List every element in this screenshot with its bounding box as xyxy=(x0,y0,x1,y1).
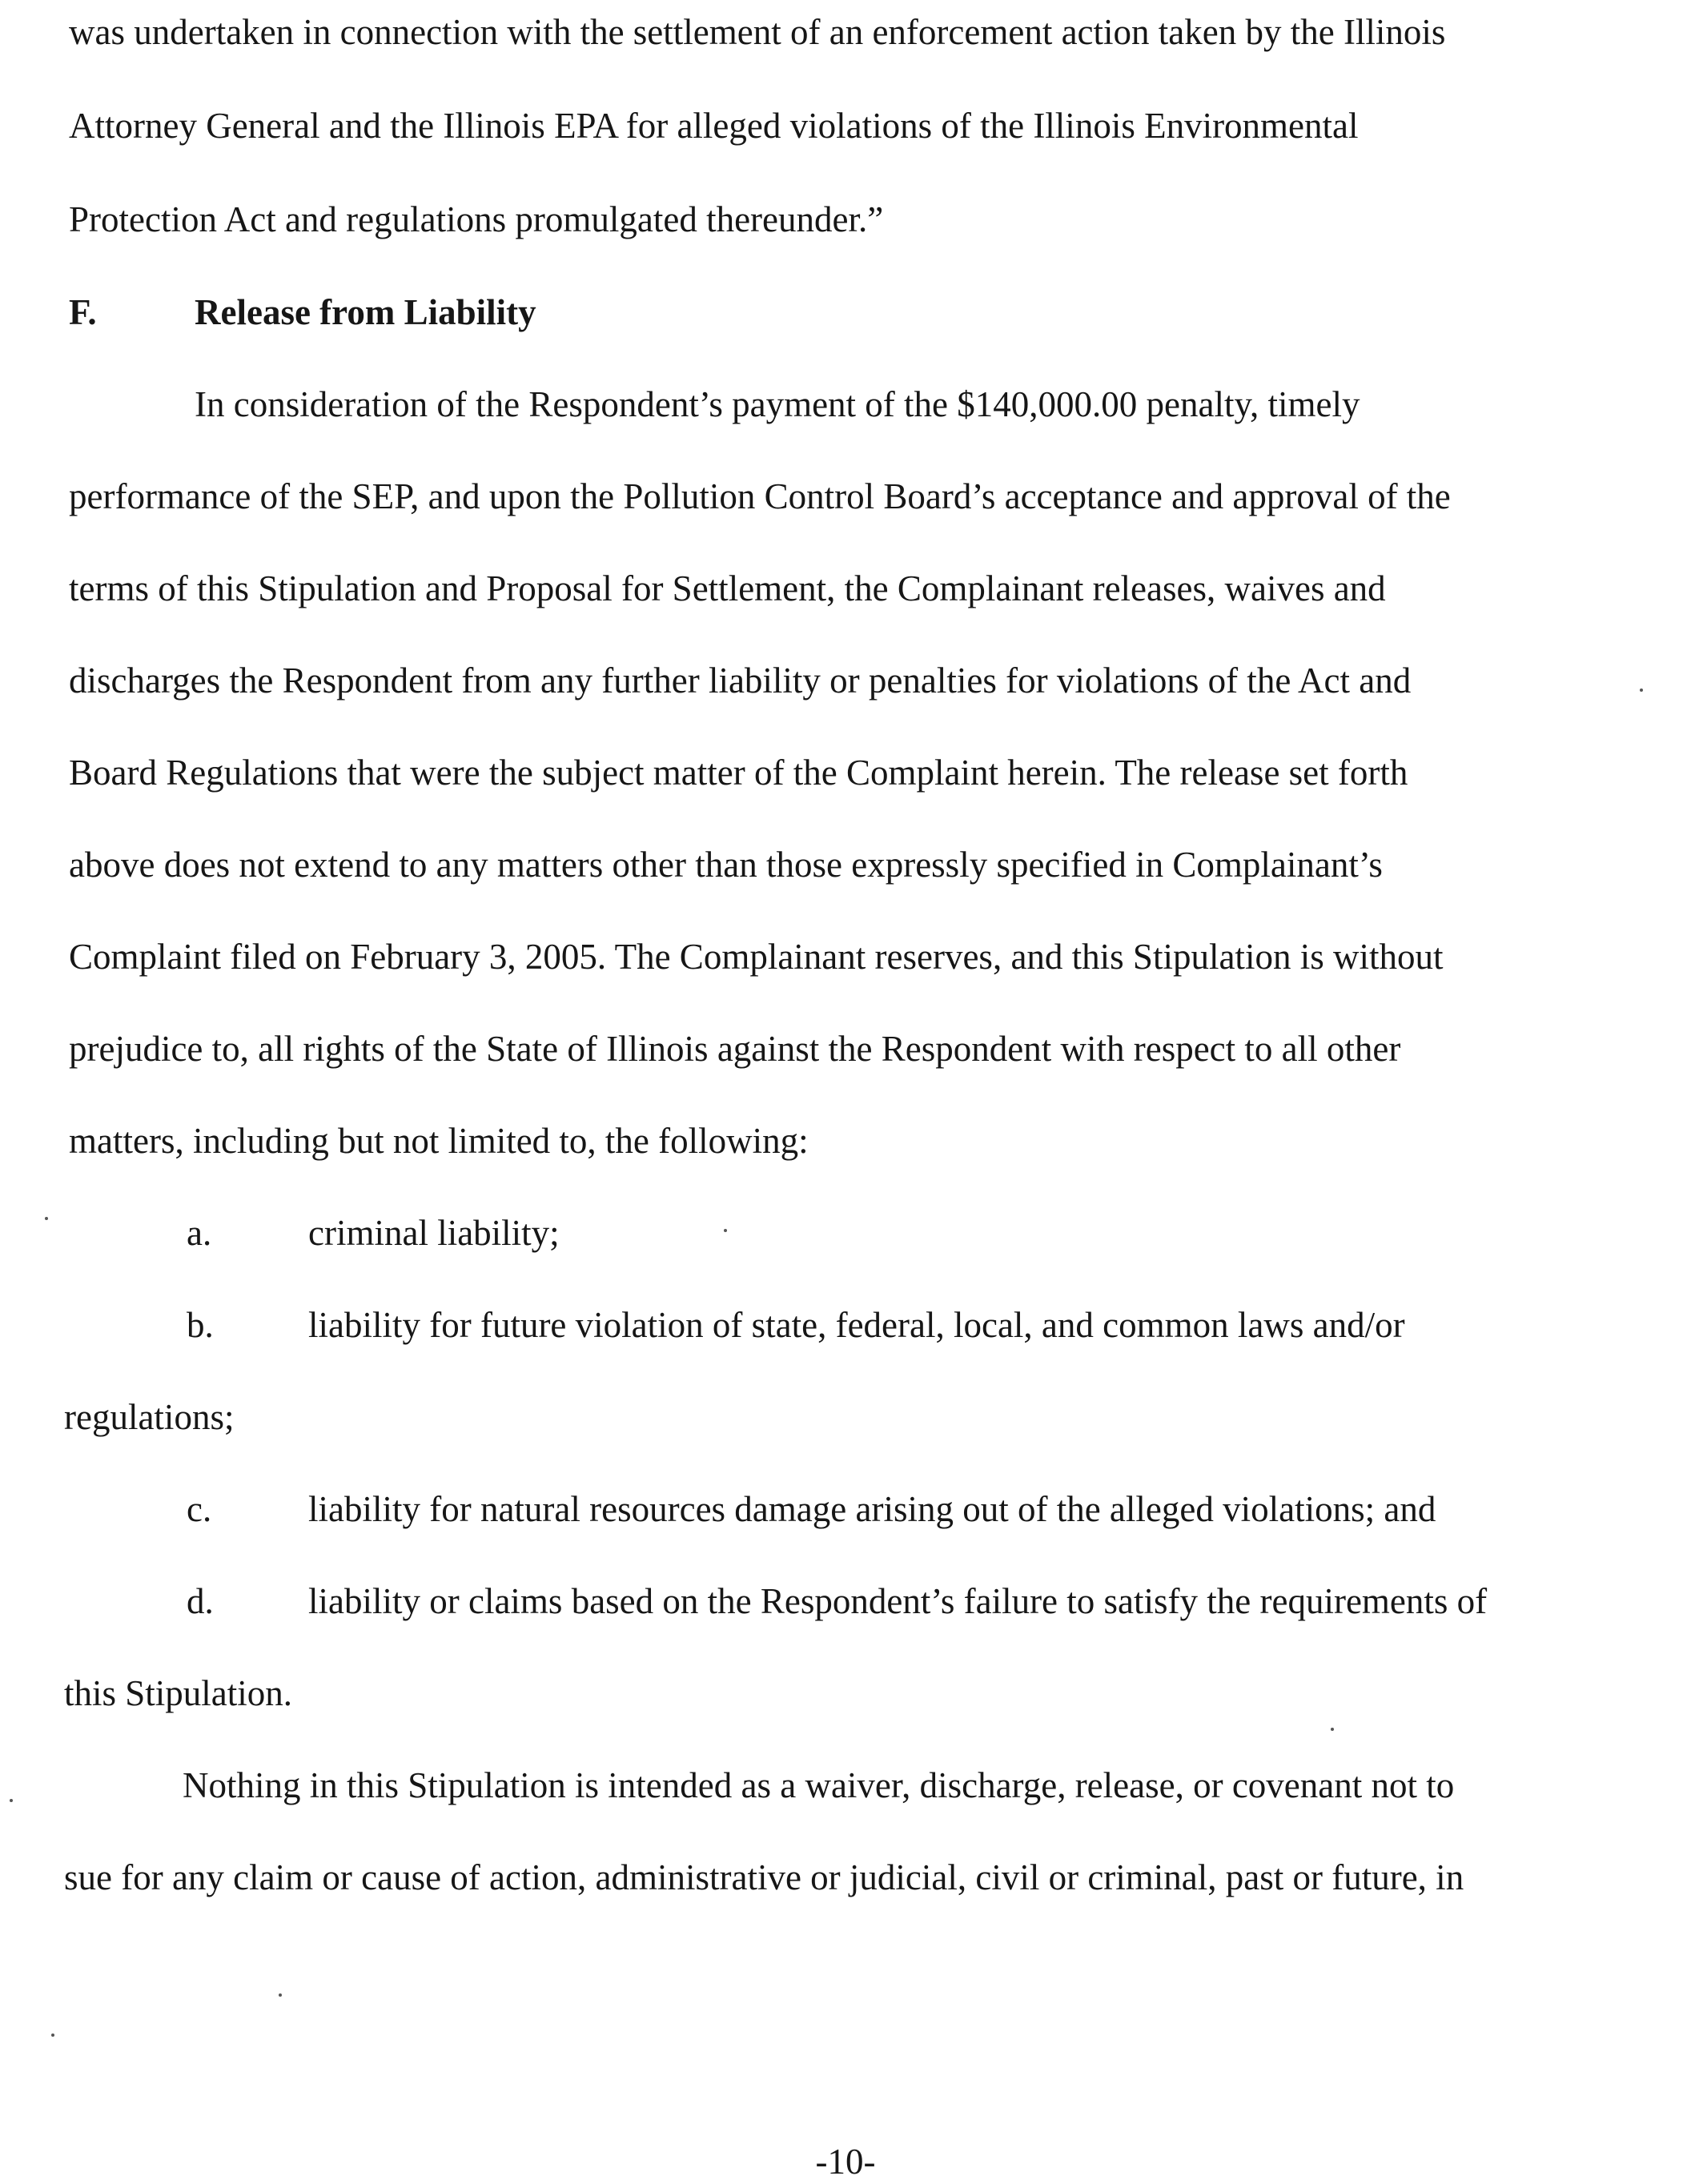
list-item-marker: c. xyxy=(187,1489,212,1529)
text-line: Attorney General and the Illinois EPA for alleged violations of the Illinois Environmental xyxy=(69,106,1359,146)
scan-speck xyxy=(45,1217,48,1220)
scan-speck xyxy=(1331,1728,1334,1731)
paragraph-line: Nothing in this Stipulation is intended as a waiver, discharge, release, or covenant not to xyxy=(183,1765,1455,1805)
list-item-text: liability for future violation of state, federal, local, and common laws and/or xyxy=(308,1305,1405,1345)
scan-speck xyxy=(1640,689,1643,692)
paragraph-line: In consideration of the Respondent’s payment of the $140,000.00 penalty, timely xyxy=(195,384,1360,424)
paragraph-line: prejudice to, all rights of the State of Illinois against the Respondent with respect to all other xyxy=(69,1029,1401,1069)
paragraph-line: sue for any claim or cause of action, administrative or judicial, civil or criminal, past or future, in xyxy=(64,1857,1464,1897)
list-item-marker: b. xyxy=(187,1305,214,1345)
paragraph-line: Complaint filed on February 3, 2005. The Complainant reserves, and this Stipulation is without xyxy=(69,937,1444,977)
paragraph-line: terms of this Stipulation and Proposal for Settlement, the Complainant releases, waives and xyxy=(69,568,1386,608)
text-line: was undertaken in connection with the settlement of an enforcement action taken by the Illinois xyxy=(69,12,1446,52)
paragraph-line: Board Regulations that were the subject matter of the Complaint herein. The release set forth xyxy=(69,753,1408,793)
paragraph-line: matters, including but not limited to, the following: xyxy=(69,1121,809,1161)
section-letter: F. xyxy=(69,292,97,332)
scan-speck xyxy=(724,1229,727,1232)
list-item-text: liability or claims based on the Respondent’s failure to satisfy the requirements of xyxy=(308,1581,1488,1621)
text-line: Protection Act and regulations promulgated thereunder.” xyxy=(69,199,884,239)
list-item-continuation: this Stipulation. xyxy=(64,1673,293,1713)
list-item-continuation: regulations; xyxy=(64,1397,235,1437)
scan-speck xyxy=(51,2033,54,2037)
scan-speck xyxy=(279,1993,282,1997)
paragraph-line: performance of the SEP, and upon the Pollution Control Board’s acceptance and approval of the xyxy=(69,476,1451,516)
list-item-text: liability for natural resources damage arising out of the alleged violations; and xyxy=(308,1489,1436,1529)
list-item-text: criminal liability; xyxy=(308,1213,560,1253)
section-title: Release from Liability xyxy=(195,292,536,332)
paragraph-line: above does not extend to any matters other than those expressly specified in Complainant’s xyxy=(69,845,1383,885)
list-item-marker: d. xyxy=(187,1581,214,1621)
paragraph-line: discharges the Respondent from any further liability or penalties for violations of the Act and xyxy=(69,660,1412,701)
list-item-marker: a. xyxy=(187,1213,212,1253)
scan-speck xyxy=(10,1799,13,1802)
page-number: -10- xyxy=(815,2142,876,2182)
